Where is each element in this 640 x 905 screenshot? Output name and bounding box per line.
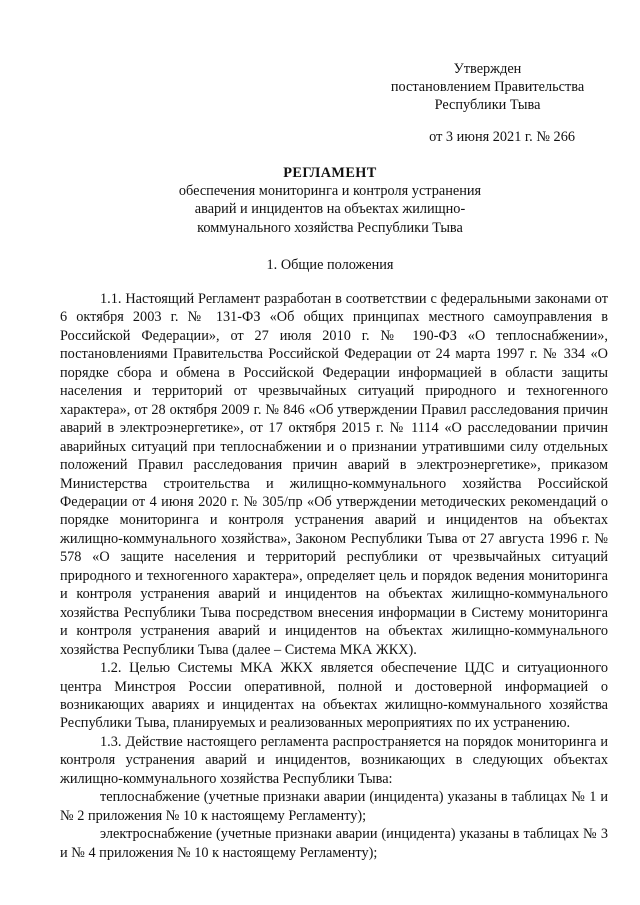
paragraph-1-3: 1.3. Действие настоящего регламента распространяется на порядок мониторинга и контроля устранения аварий и инцидентов, возникающих в следующих объектах жилищно-коммунального хозяйства Республики Тыва: — [60, 733, 608, 787]
paragraph-1-1: 1.1. Настоящий Регламент разработан в соответствии с федеральными законами от 6 октября 2003 г. № 131-ФЗ «Об общих принципах местного самоуправления в Российской Федерации», от 27 июля 2010 г. № 190-ФЗ «О теплоснабжении», постановлениями Правительства Российской Федерации от 24 марта 1997 г. № 334 «О порядке сбора и обмена в Российской Федерации информацией в области защиты населения и территорий от чрезвычайных ситуаций природного и техногенного характера», от 28 октября 2009 г. № 846 «Об утверждении Правил расследования причин аварий в электроэнергетике», от 17 октября 2015 г. № 1114 «О расследовании причин аварийных ситуаций при теплоснабжении и о признании утратившими силу отдельных положений Правил расследования причин аварий в электроэнергетике», приказом Министерства строительства и жилищно-коммунального хозяйства Российской Федерации от 4 июня 2020 г. № 305/пр «Об утверждении методических рекомендаций о порядке мониторинга и контроля устранения аварий и инцидентов на объектах жилищно-коммунального хозяйства», Законом Республики Тыва от 27 августа 1996 г. № 578 «О защите населения и территорий республики от чрезвычайных ситуаций природного и техногенного характера», определяет цель и порядок ведения мониторинга и контроля устранения аварий и инцидентов на объектах жилищно-коммунального хозяйства Республики Тыва посредством внесения информации в Систему мониторинга и контроля устранения аварий и инцидентов на объектах жилищно-коммунального хозяйства Республики Тыва (далее – Система МКА ЖКХ). — [60, 291, 608, 658]
title-line-1: обеспечения мониторинга и контроля устранения — [178, 183, 482, 200]
approval-block — [380, 60, 595, 146]
approval-date: от 3 июня 2021 г. № 266 — [429, 129, 575, 145]
paragraph-1-2: 1.2. Целью Системы МКА ЖКХ является обеспечение ЦДС и ситуационного центра Минстроя России оперативной, полной и достоверной информацией о возникающих авариях и инцидентах на объектах жилищно-коммунального хозяйства Республики Тыва, планируемых и реализованных мероприятиях по их устранению. — [60, 660, 608, 732]
document-body — [60, 290, 608, 862]
title-line-2: аварий и инцидентов на объектах жилищно- — [194, 201, 466, 218]
approval-line-1: Утвержден — [453, 61, 522, 77]
approval-line-3: Республики Тыва — [434, 97, 541, 113]
list-item-power-supply: электроснабжение (учетные признаки аварии (инцидента) указаны в таблицах № 3 и № 4 приложения № 10 к настоящему Регламенту); — [60, 826, 608, 861]
list-item-heat-supply: теплоснабжение (учетные признаки аварии (инцидента) указаны в таблицах № 1 и № 2 приложения № 10 к настоящему Регламенту); — [60, 789, 608, 824]
title-heading: РЕГЛАМЕНТ — [283, 165, 377, 181]
document-title — [60, 164, 600, 237]
title-line-3: коммунального хозяйства Республики Тыва — [197, 219, 463, 236]
section-heading: 1. Общие положения — [266, 257, 394, 273]
approval-gap — [380, 114, 595, 128]
approval-line-2: постановлением Правительства — [390, 79, 585, 95]
